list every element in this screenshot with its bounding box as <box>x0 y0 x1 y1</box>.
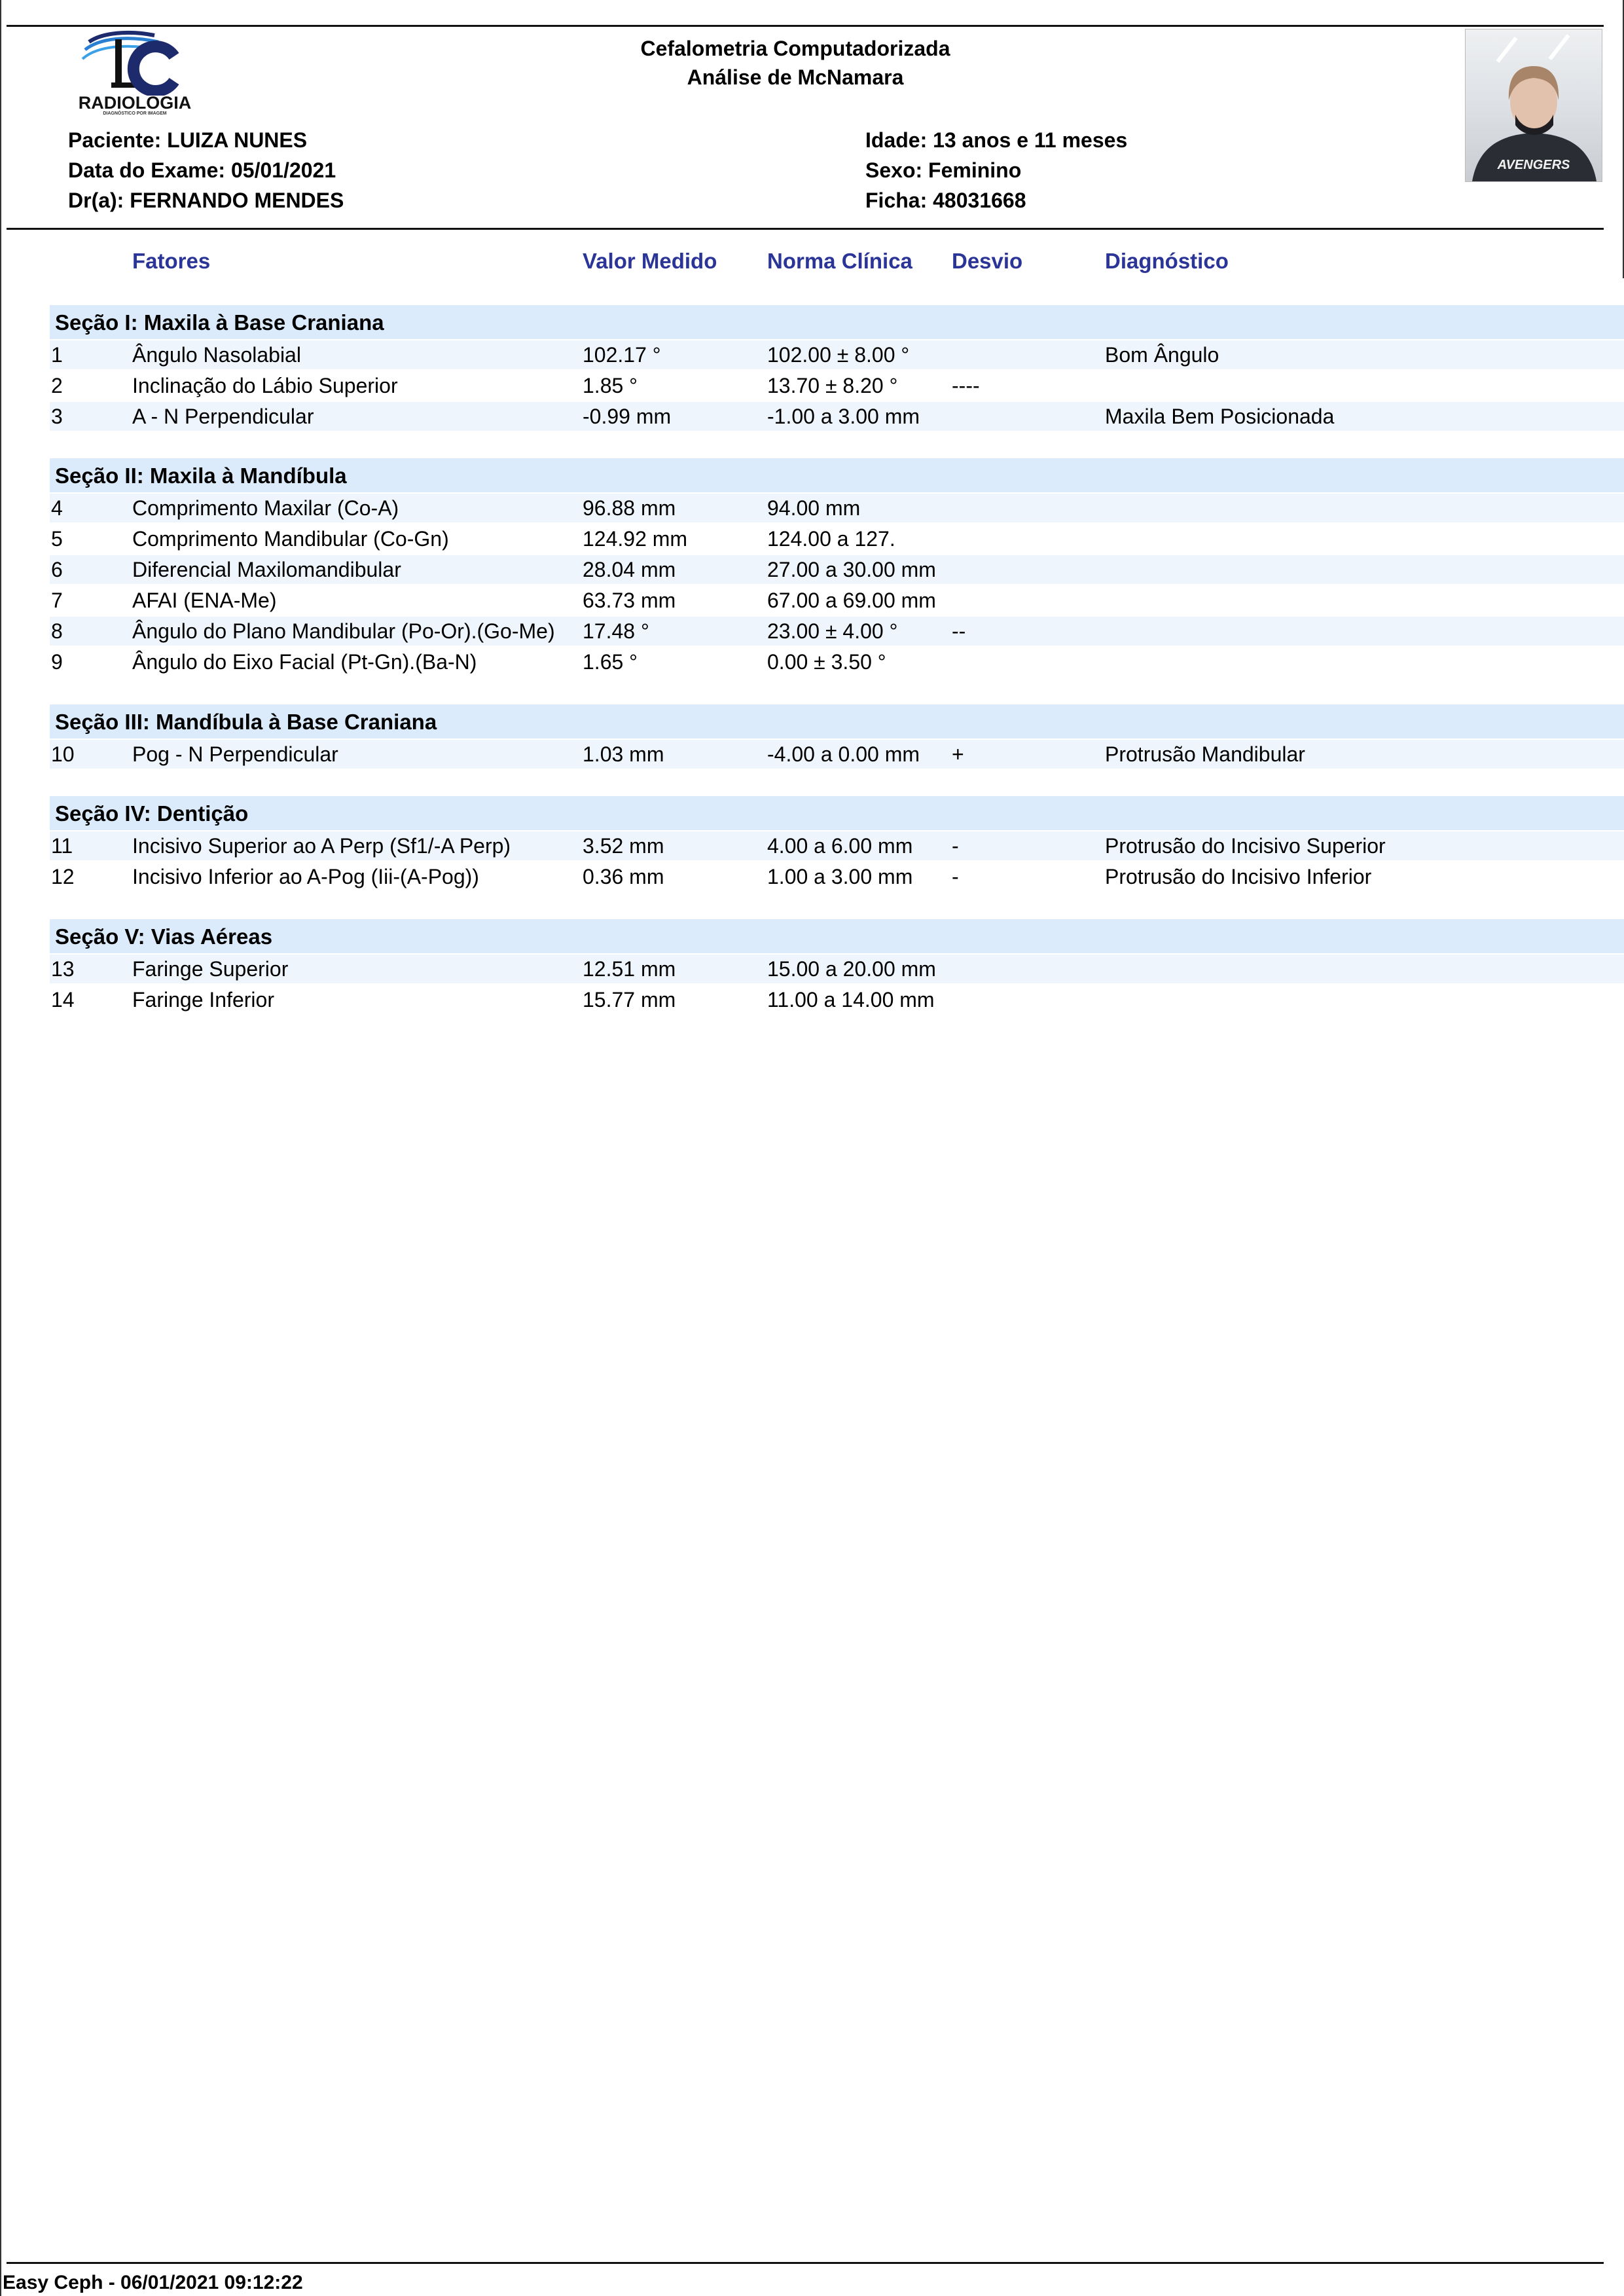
row-factor: Ângulo Nasolabial <box>132 343 301 367</box>
row-factor: AFAI (ENA-Me) <box>132 589 277 612</box>
row-factor: Faringe Inferior <box>132 988 274 1011</box>
row-deviation: - <box>952 834 959 858</box>
patient-name: Paciente: LUIZA NUNES <box>68 128 308 152</box>
row-number: 10 <box>51 742 75 766</box>
row-norm: -4.00 a 0.00 mm <box>767 742 920 766</box>
row-measured: 12.51 mm <box>583 957 676 981</box>
row-factor: Inclinação do Lábio Superior <box>132 374 398 397</box>
section-title: Seção IV: Dentição <box>55 801 249 826</box>
row-deviation: ---- <box>952 374 980 397</box>
row-number: 7 <box>51 589 63 612</box>
row-measured: 1.85 ° <box>583 374 638 397</box>
row-diagnosis: Bom Ângulo <box>1105 343 1219 367</box>
row-norm: 15.00 a 20.00 mm <box>767 957 936 981</box>
doctor-name: Dr(a): FERNANDO MENDES <box>68 189 344 212</box>
row-number: 2 <box>51 374 63 397</box>
row-measured: 102.17 ° <box>583 343 661 367</box>
photo-shirt-text: AVENGERS <box>1497 158 1570 172</box>
patient-photo <box>1465 29 1602 182</box>
row-number: 8 <box>51 619 63 643</box>
report-title: Cefalometria Computadorizada <box>640 37 950 60</box>
header-bottom-rule <box>7 228 1604 230</box>
row-factor: Faringe Superior <box>132 957 289 981</box>
row-norm: 94.00 mm <box>767 496 861 520</box>
report-subtitle: Análise de McNamara <box>687 65 904 89</box>
clinic-logo <box>76 30 194 115</box>
row-factor: Ângulo do Plano Mandibular (Po-Or).(Go-Me) <box>132 619 555 643</box>
row-factor: A - N Perpendicular <box>132 405 314 428</box>
patient-age: Idade: 13 anos e 11 meses <box>865 128 1128 152</box>
row-number: 1 <box>51 343 63 367</box>
row-number: 4 <box>51 496 63 520</box>
row-norm: 11.00 a 14.00 mm <box>767 988 935 1011</box>
row-factor: Pog - N Perpendicular <box>132 742 338 766</box>
row-measured: 28.04 mm <box>583 558 676 581</box>
col-header-factors: Fatores <box>132 249 211 273</box>
row-measured: -0.99 mm <box>583 405 672 428</box>
col-header-diagnosis: Diagnóstico <box>1105 249 1229 273</box>
row-norm: 0.00 ± 3.50 ° <box>767 650 886 674</box>
section-band <box>50 919 1624 953</box>
row-deviation: + <box>952 742 964 766</box>
section-title: Seção II: Maxila à Mandíbula <box>55 464 347 488</box>
row-number: 6 <box>51 558 63 581</box>
row-measured: 96.88 mm <box>583 496 676 520</box>
header-top-rule <box>7 25 1604 27</box>
section-title: Seção III: Mandíbula à Base Craniana <box>55 710 437 734</box>
logo-tagline: DIAGNÓSTICO POR IMAGEM <box>103 111 167 116</box>
row-measured: 1.65 ° <box>583 650 638 674</box>
footer-rule <box>7 2262 1604 2264</box>
col-header-deviation: Desvio <box>952 249 1023 273</box>
row-measured: 63.73 mm <box>583 589 676 612</box>
row-deviation: -- <box>952 619 966 643</box>
row-diagnosis: Protrusão do Incisivo Superior <box>1105 834 1386 858</box>
row-norm: 23.00 ± 4.00 ° <box>767 619 898 643</box>
section-title: Seção V: Vias Aéreas <box>55 924 273 949</box>
row-diagnosis: Protrusão do Incisivo Inferior <box>1105 865 1372 888</box>
row-factor: Comprimento Mandibular (Co-Gn) <box>132 527 449 551</box>
row-factor: Incisivo Superior ao A Perp (Sf1/-A Perp) <box>132 834 511 858</box>
row-diagnosis: Maxila Bem Posicionada <box>1105 405 1335 428</box>
row-norm: 102.00 ± 8.00 ° <box>767 343 910 367</box>
row-number: 9 <box>51 650 63 674</box>
row-measured: 17.48 ° <box>583 619 649 643</box>
row-factor: Ângulo do Eixo Facial (Pt-Gn).(Ba-N) <box>132 650 477 674</box>
row-measured: 0.36 mm <box>583 865 664 888</box>
row-number: 14 <box>51 988 75 1011</box>
footer-text: Easy Ceph - 06/01/2021 09:12:22 <box>3 2272 303 2293</box>
row-norm: 67.00 a 69.00 mm <box>767 589 936 612</box>
col-header-measured: Valor Medido <box>583 249 717 273</box>
page-border-left <box>0 0 1 2296</box>
exam-date: Data do Exame: 05/01/2021 <box>68 158 336 182</box>
section-band <box>50 796 1624 830</box>
row-measured: 124.92 mm <box>583 527 688 551</box>
row-norm: -1.00 a 3.00 mm <box>767 405 920 428</box>
row-number: 13 <box>51 957 75 981</box>
row-norm: 4.00 a 6.00 mm <box>767 834 913 858</box>
row-number: 3 <box>51 405 63 428</box>
row-factor: Comprimento Maxilar (Co-A) <box>132 496 399 520</box>
logo-text: RADIOLOGIA <box>78 93 192 113</box>
row-measured: 1.03 mm <box>583 742 664 766</box>
row-norm: 1.00 a 3.00 mm <box>767 865 913 888</box>
record-number: Ficha: 48031668 <box>865 189 1026 212</box>
row-number: 5 <box>51 527 63 551</box>
row-deviation: - <box>952 865 959 888</box>
col-header-norm: Norma Clínica <box>767 249 912 273</box>
row-norm: 13.70 ± 8.20 ° <box>767 374 898 397</box>
patient-sex: Sexo: Feminino <box>865 158 1022 182</box>
row-norm: 27.00 a 30.00 mm <box>767 558 936 581</box>
row-number: 12 <box>51 865 75 888</box>
row-factor: Incisivo Inferior ao A-Pog (Iii-(A-Pog)) <box>132 865 479 888</box>
row-norm: 124.00 a 127. <box>767 527 895 551</box>
row-measured: 15.77 mm <box>583 988 676 1011</box>
row-measured: 3.52 mm <box>583 834 664 858</box>
section-title: Seção I: Maxila à Base Craniana <box>55 310 384 335</box>
row-number: 11 <box>51 834 73 858</box>
row-diagnosis: Protrusão Mandibular <box>1105 742 1305 766</box>
logo-mark-icon <box>76 30 194 96</box>
row-factor: Diferencial Maxilomandibular <box>132 558 401 581</box>
